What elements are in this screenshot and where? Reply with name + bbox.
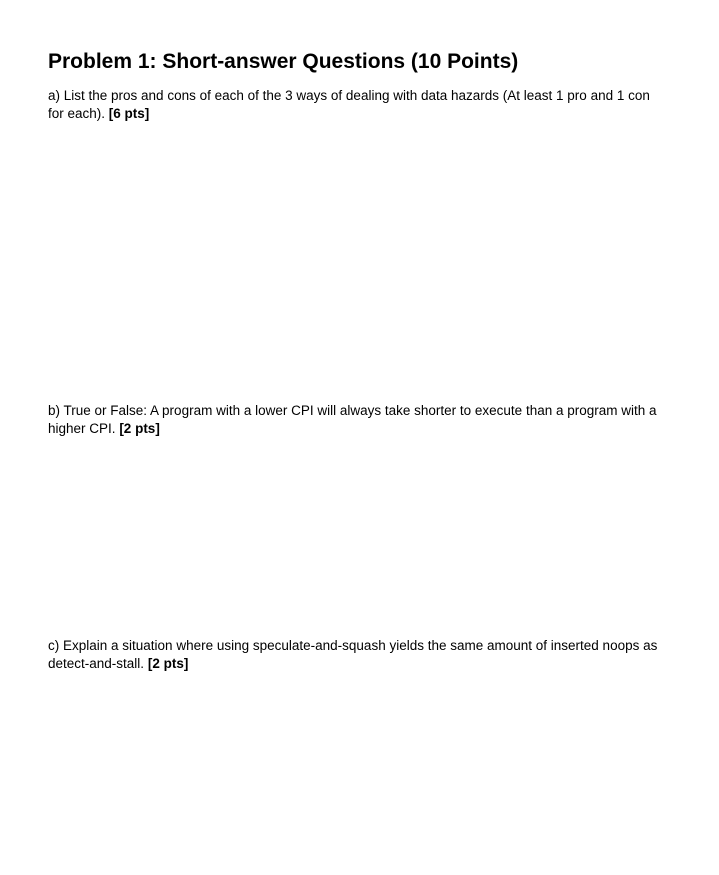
question-b-text: b) True or False: A program with a lower CPI will always take shorter to execute than a program with a higher CPI. [48, 403, 657, 436]
question-a [48, 87, 668, 123]
page-title: Problem 1: Short-answer Questions (10 Points) [48, 50, 519, 73]
question-a-points: [6 pts] [108, 106, 150, 121]
question-b [48, 402, 668, 438]
question-c [48, 637, 668, 673]
question-b-points: [2 pts] [119, 421, 160, 436]
question-c-points: [2 pts] [147, 656, 189, 671]
question-c-text: c) Explain a situation where using speculate-and-squash yields the same amount of inserted noops as detect-and-stall. [48, 638, 658, 671]
question-a-text: a) List the pros and cons of each of the 3 ways of dealing with data hazards (At least 1 pro and 1 con for each). [48, 88, 650, 121]
